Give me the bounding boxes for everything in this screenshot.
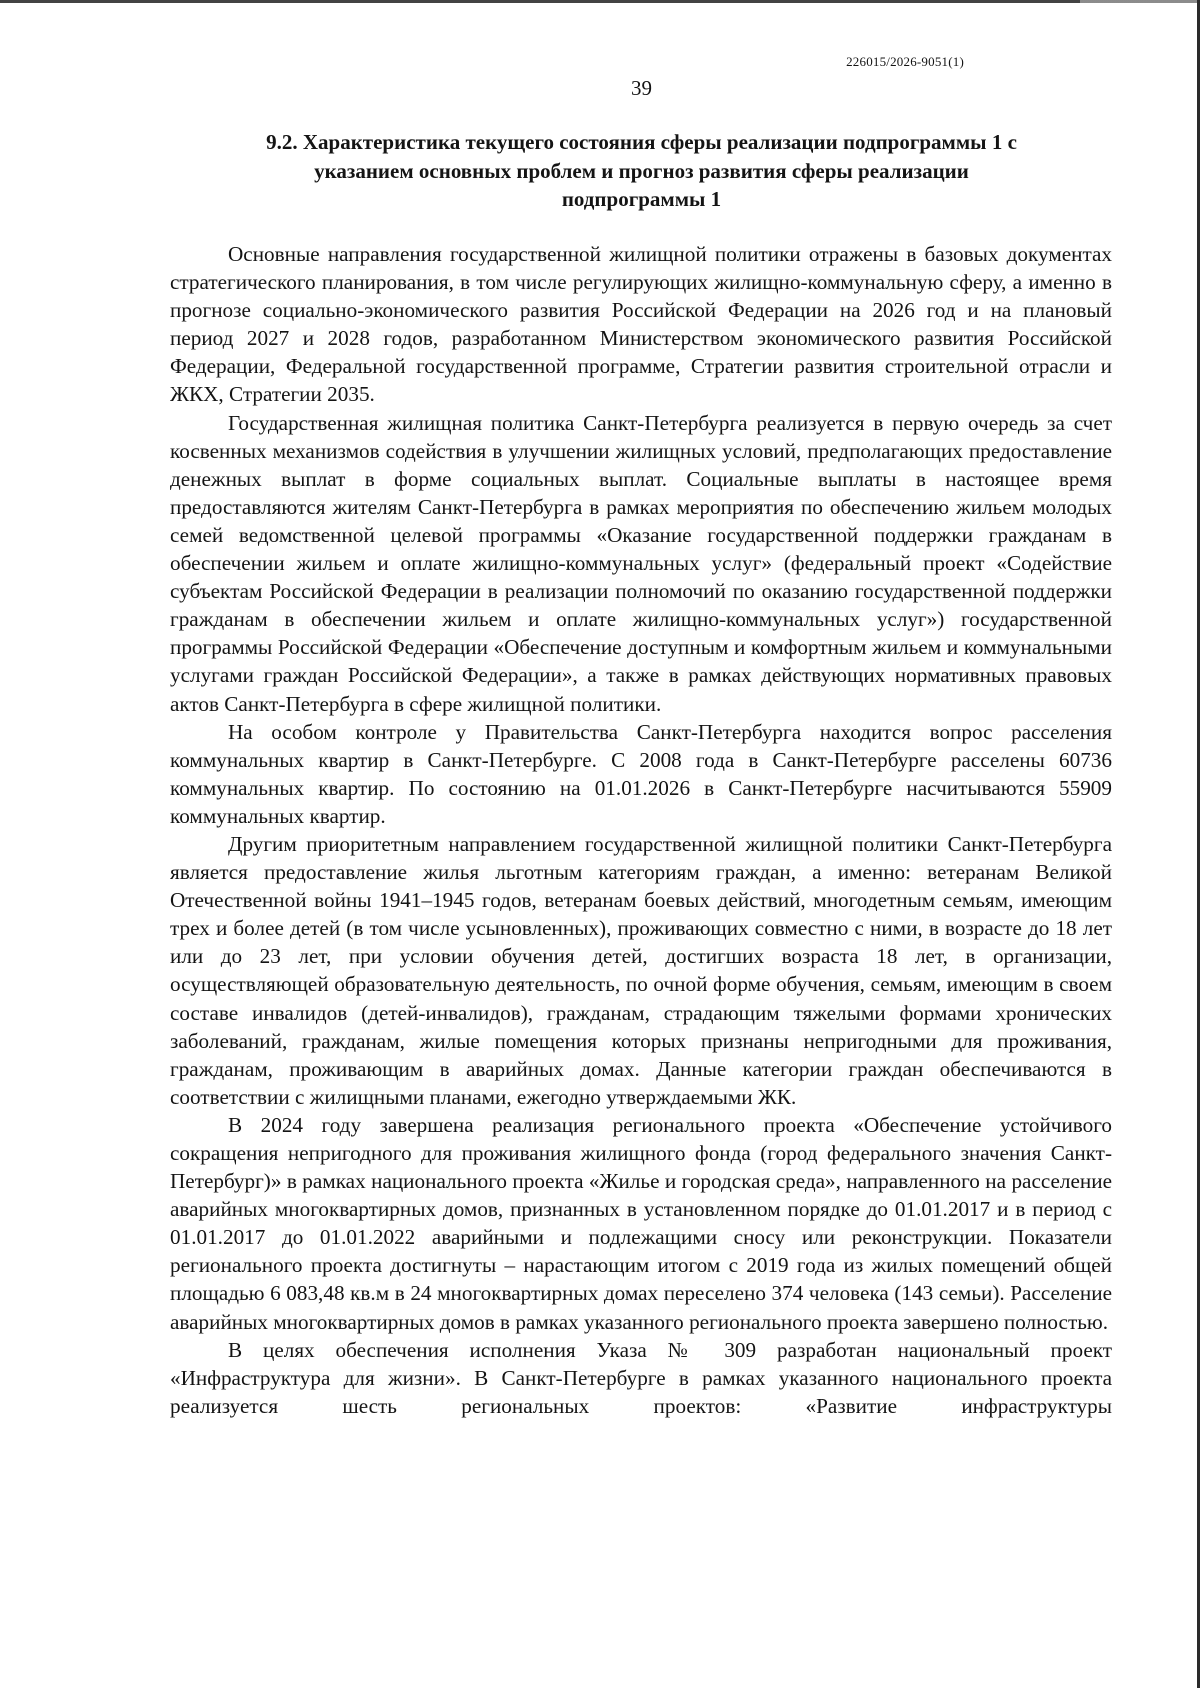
section-heading: 9.2. Характеристика текущего состояния сферы реализации подпрограммы 1 с указанием основных проблем и прогноз развития сферы реализации подпрограммы 1	[266, 130, 1017, 211]
scan-border-top	[0, 0, 1200, 3]
paragraph: Государственная жилищная политика Санкт-Петербурга реализуется в первую очередь за счет косвенных механизмов содействия в улучшении жилищных условий, предполагающих предоставление денежных выплат в форме социальных выплат. Социальные выплаты в настоящее время предоставляются жителям Санкт-Петербурга в рамках мероприятия по обеспечению жильем молодых семей ведомственной целевой программы «Оказание государственной поддержки гражданам в обеспечении жильем и оплате жилищно-коммунальных услуг» (федеральный проект «Содействие субъектам Российской Федерации в реализации полномочий по оказанию государственной поддержки гражданам в обеспечении жильем и оплате жилищно-коммунальных услуг») государственной программы Российской Федерации «Обеспечение доступным и комфортным жильем и коммунальными услугами граждан Российской Федерации», а также в рамках действующих нормативных правовых актов Санкт-Петербурга в сфере жилищной политики.	[170, 410, 1112, 716]
paragraph: На особом контроле у Правительства Санкт-Петербурга находится вопрос расселения коммунальных квартир в Санкт-Петербурге. С 2008 года в Санкт-Петербурге расселены 60736 коммунальных квартир. По состоянию на 01.01.2026 в Санкт-Петербурге насчитываются 55909 коммунальных квартир.	[170, 719, 1112, 828]
paragraph: В целях обеспечения исполнения Указа № 309 разработан национальный проект «Инфраструктура для жизни». В Санкт-Петербурге в рамках указанного национального проекта реализуется шесть региональных проектов: «Развитие инфраструктуры	[170, 1337, 1112, 1418]
paragraph: Другим приоритетным направлением государственной жилищной политики Санкт-Петербурга является предоставление жилья льготным категориям граждан, а именно: ветеранам Великой Отечественной войны 1941–1945 годов, ветеранам боевых действий, многодетным семьям, имеющим трех и более детей (в том числе усыновленных), проживающих совместно с ними, в возрасте до 18 лет или до 23 лет, при условии обучения детей, достигших возраста 18 лет, в организации, осуществляющей образовательную деятельность, по очной форме обучения, семьям, имеющим в своем составе инвалидов (детей-инвалидов), гражданам, страдающим тяжелыми формами хронических заболеваний, гражданам, жилые помещения которых признаны непригодными для проживания, гражданам, проживающим в аварийных домах. Данные категории граждан обеспечиваются в соответствии с жилищными планами, ежегодно утверждаемыми ЖК.	[170, 831, 1112, 1109]
body-text	[170, 240, 1112, 1420]
paragraph: Основные направления государственной жилищной политики отражены в базовых документах стратегического планирования, в том числе регулирующих жилищно-коммунальную сферу, а именно в прогнозе социально-экономического развития Российской Федерации на 2026 год и на плановый период 2027 и 2028 годов, разработанном Министерством экономического развития Российской Федерации, Федеральной государственной программе, Стратегии развития строительной отрасли и ЖКХ, Стратегии 2035.	[170, 242, 1112, 407]
paragraph: В 2024 году завершена реализация регионального проекта «Обеспечение устойчивого сокращения непригодного для проживания жилищного фонда (город федерального значения Санкт-Петербург)» в рамках национального проекта «Жилье и городская среда», направленного на расселение аварийных многоквартирных домов, признанных в установленном порядке до 01.01.2017 и в период с 01.01.2017 до 01.01.2022 аварийными и подлежащими сносу или реконструкции. Показатели регионального проекта достигнуты – нарастающим итогом с 2019 года из жилых помещений общей площадью 6 083,48 кв.м в 24 многоквартирных домах переселено 374 человека (143 семьи). Расселение аварийных многоквартирных домов в рамках указанного регионального проекта завершено полностью.	[170, 1112, 1112, 1334]
document-registration-number: 226015/2026-9051(1)	[846, 54, 964, 69]
page-number: 39	[631, 76, 652, 100]
